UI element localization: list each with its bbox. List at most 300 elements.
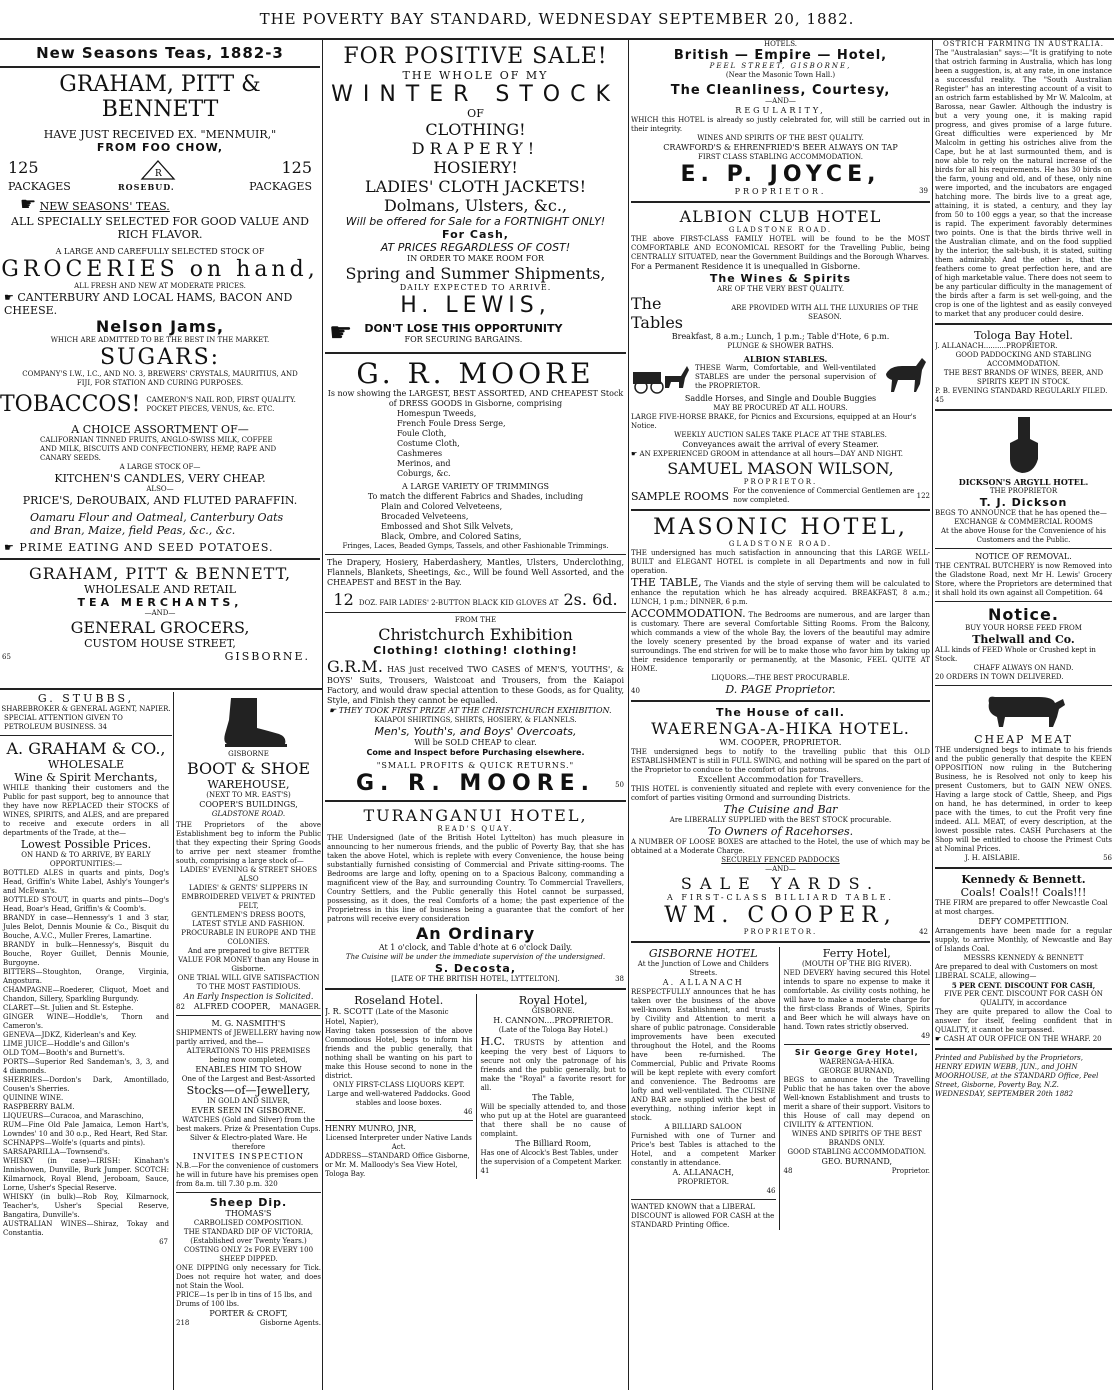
pointing-hand-icon: ☛ — [631, 450, 638, 458]
overcoats: Men's, Youth's, and Boys' Overcoats, — [374, 725, 577, 738]
boot-shoe-column — [176, 692, 321, 1390]
burnand: GEORGE BURNAND, — [818, 1067, 895, 1075]
paraffin: PRICE'S, DeROUBAIX, AND FLUTED PARAFFIN. — [22, 494, 298, 507]
jackets: LADIES' CLOTH JACKETS! — [364, 177, 587, 196]
turanganui: TURANGANUI HOTEL, — [363, 806, 588, 825]
boot-gisborne: GISBORNE — [228, 750, 269, 758]
pointing-hand-icon — [1004, 415, 1044, 475]
billiard-text: Has one of Alcock's Best Tables, under the supervision of a Competent Marker. 41 — [480, 1149, 622, 1175]
decosta-num: 38 — [615, 975, 624, 983]
hotels-heading: HOTELS. — [763, 40, 798, 48]
british-empire: British — Empire — Hotel, — [673, 48, 888, 63]
burnand-prop: Proprietor. — [891, 1167, 930, 1175]
orders-row — [935, 673, 1112, 682]
pointing-hand-icon: ☛ — [329, 318, 353, 348]
regularity: REGULARITY, — [735, 106, 826, 115]
ladies-shoes: LADIES' EVENING & STREET SHOES — [179, 866, 318, 874]
d-page: D. PAGE Proprietor. — [725, 683, 836, 696]
removal: NOTICE OF REMOVAL. — [975, 552, 1072, 561]
gisborne-ferry-row — [631, 947, 930, 1230]
wanted: WANTED KNOWN that a LIBERAL DISCOUNT is allowed FOR CASH at the STANDARD Printing Office. — [631, 1203, 775, 1229]
notice: Notice. — [988, 605, 1059, 624]
sample-note: For the convenience of Commercial Gentlemen are now completed. — [733, 487, 915, 504]
warehouse: WAREHOUSE, — [207, 778, 290, 791]
and: —AND— — [765, 97, 796, 105]
also: ALSO — [238, 875, 259, 883]
to-match: To match the different Fabrics and Shades, including — [367, 492, 584, 501]
stubbs-role: SHAREBROKER & GENERAL AGENT, NAPIER. — [1, 705, 171, 713]
from-foo-chow: FROM FOO CHOW, — [96, 141, 224, 154]
packages-left: PACKAGES — [8, 180, 71, 193]
stubbs-name: G. STUBBS, — [37, 692, 135, 705]
list-item: Coburgs, &c. — [397, 469, 451, 478]
wm-cooper-2: WM. COOPER, — [664, 903, 897, 928]
good-stabling: GOOD STABLING ACCOMMODATION. — [787, 1148, 926, 1156]
munro-role: Licensed Interpreter under Native Lands Act. — [325, 1134, 472, 1151]
tologa-hotel: Tologa Bay Hotel. — [974, 329, 1073, 342]
g-r-moore-2: G. R. MOORE. — [355, 771, 596, 796]
feed-text: ALL kinds of FEED Whole or Crushed kept in Stock. — [935, 646, 1096, 663]
liquors: LIQUORS.—THE BEST PROCURABLE. — [711, 674, 850, 682]
liquors-kept: ONLY FIRST-CLASS LIQUORS KEPT. — [333, 1081, 465, 1089]
alterations: ALTERATIONS TO HIS PREMISES being now completed, — [186, 1047, 311, 1064]
invites: INVITES INSPECTION — [192, 1152, 305, 1161]
graham-merchants: Wine & Spirit Merchants, — [14, 771, 158, 784]
nelson-jams: Nelson Jams, — [95, 317, 225, 336]
masonic-hotel: MASONIC HOTEL, — [653, 515, 908, 540]
billiard-room: The Billiard Room, — [515, 1139, 592, 1148]
kennedy-num: 20 — [1092, 1035, 1102, 1043]
come-inspect: Come and Inspect before Purchasing elsewhere. — [366, 748, 585, 757]
racehorses: To Owners of Racehorses. — [707, 825, 854, 838]
list-item: RUM—Fine Old Pale Jamaica, Lemon Hart's, Lowndes' 10 and 30 o.p., Red Heart, Red Star. — [3, 1121, 169, 1138]
argyll-prop: THE PROPRIETOR — [989, 487, 1058, 495]
list-item: WHISKY (in case)—IRISH: Kinahan's Innishowen, Dunville, Burk Jumper. SCOTCH: Kilmarnock, Royal Blend, Jeroboam, Sauce, Lorne, Usher's Special Reserve. — [3, 1157, 169, 1192]
lewis-moore-column — [325, 40, 626, 1390]
tologa-num: 45 — [935, 396, 944, 404]
received-text: HAVE JUST RECEIVED EX. "MENMUIR," — [43, 128, 277, 141]
stables-row — [631, 354, 930, 394]
svg-text:R: R — [155, 169, 162, 179]
assortment-list: CALIFORNIAN TINNED FRUITS, ANGLO-SWISS MILK, COFFEE AND MILK, BISCUITS AND CONFECTIONERY, HEMP, RAPE AND CANARY SEEDS. — [40, 436, 277, 462]
large-stock: A LARGE AND CAREFULLY SELECTED STOCK OF — [55, 247, 265, 256]
breakfast: Breakfast, 8 a.m.; Lunch, 1 p.m.; Table d'Hote, 6 p.m. — [671, 332, 890, 341]
cooper-bldg: COOPER'S BUILDINGS, — [199, 800, 298, 809]
waerenga-hotel: WAERENGA-A-HIKA HOTEL. — [651, 719, 910, 738]
tologa-file: P. B. EVENING STANDARD REGULARLY FILED. 45 — [935, 387, 1108, 404]
meat-text: THE undersigned begs to intimate to his friends and the public generally that despite the KEEN OPPOSITION now ruling in the Butchering Business, he is Resolved not only to keep his present Customers, but to GAIN NEW ONES. Having a large stock of Cattle, Sheep, and Pigs on hand, he has determined, in order to keep pace with the times, to cut the Profit very fine indeed. ALL MEAT, of every description, at the lowest possible rates. CASH Purchasers at the Shop will be entitled to choose the Primest Cuts at Nominal Prices. — [935, 746, 1112, 853]
the-table: THE TABLE, — [631, 576, 702, 589]
tologa-prop: J. ALLANACH..........PROPRIETOR. — [935, 342, 1058, 350]
stabling: FIRST CLASS STABLING ACCOMMODATION. — [698, 153, 863, 161]
hc: H.C. — [480, 1035, 506, 1048]
tologa-pad: GOOD PADDOCKING AND STABLING ACCOMMODATION. — [955, 351, 1092, 368]
sheep-dip: Sheep Dip. — [209, 1196, 288, 1209]
albion-road: GLADSTONE ROAD. — [728, 226, 833, 234]
slippers: LADIES' & GENTS' SLIPPERS IN EMBROIDERED VELVET & PRINTED FELT, — [181, 884, 316, 910]
royal-town: GISBORNE. — [531, 1007, 575, 1015]
allanach-2: A. ALLANACH, — [672, 1168, 734, 1177]
trimmings: A LARGE VARIETY OF TRIMMINGS — [402, 482, 549, 491]
stubbs-num: 34 — [98, 723, 107, 731]
large-stock2: A LARGE STOCK OF— — [119, 463, 201, 471]
cuisine: The Cuisine will be under the immediate supervision of the undersigned. — [345, 953, 606, 961]
royal-hotel: Royal Hotel, — [518, 994, 588, 1007]
which-text: WHICH this HOTEL is already so justly celebrated for, will still be carried out in their integrity. — [631, 116, 930, 133]
arrangements: Arrangements have been made for a regular supply, to arrive Monthly, of Newcastle and Bay of Islands Coal. — [935, 927, 1112, 953]
packages-right: PACKAGES — [249, 180, 312, 193]
roseland-ad — [325, 994, 477, 1179]
firm-name-2: GRAHAM, PITT & BENNETT, — [28, 564, 292, 583]
pointing-hand-icon: ☛ — [935, 1035, 942, 1043]
joyce-prop-row — [631, 187, 930, 197]
kennedy-bennett: Kennedy & Bennett. — [961, 873, 1086, 886]
of: OF — [467, 107, 484, 120]
removal-num: 64 — [1093, 589, 1103, 597]
thelwall: Thelwall and Co. — [972, 633, 1075, 646]
one-trial: ONE TRIAL WILL GIVE SATISFACTION TO THE MOST FASTIDIOUS. — [177, 974, 320, 991]
tobaccos: TOBACCOS! — [0, 392, 141, 417]
dont-lose: DON'T LOSE THIS OPPORTUNITY — [364, 321, 563, 335]
albion-text: THE above FIRST-CLASS FAMILY HOTEL will be found to be the MOST COMFORTABLE AND ECONOMICAL RESORT for the Travelling Public, being CENTRALLY SITUATED, near the Government Buildings and the Borough Wharves. — [631, 235, 930, 261]
horse-icon — [880, 354, 930, 394]
billiard-num: 41 — [480, 1167, 490, 1175]
cannon-note: (Late of the Tologa Bay Hotel.) — [498, 1026, 608, 1034]
and: —AND— — [144, 609, 176, 617]
list-item: Black, Ombre, and Colored Satins, — [381, 532, 522, 541]
prepared: And are prepared to give BETTER VALUE FOR MONEY than any House in Gisborne. — [178, 947, 319, 973]
in-gold: IN GOLD AND SILVER, — [207, 1097, 290, 1105]
late-of: [LATE OF THE BRITISH HOTEL, LYTTELTON]. — [391, 975, 560, 983]
g-r-moore: G. R. MOORE — [356, 357, 595, 390]
list-item: CLARET—St. Julien and St. Estephe. — [3, 1004, 134, 1012]
sample-rooms-row — [631, 487, 930, 505]
allanach-prop: PROPRIETOR. — [677, 1178, 729, 1186]
section-divider — [0, 688, 322, 690]
cash-office-row — [935, 1035, 1112, 1044]
regardless: AT PRICES REGARDLESS OF COST! — [380, 241, 571, 254]
prize: THEY TOOK FIRST PRIZE AT THE CHRISTCHURCH EXHIBITION. — [338, 706, 612, 715]
scott-note: (Late of the Masonic Hotel, Napier), — [325, 1008, 449, 1026]
list-item: BRANDY in bulk—Hennessy's, Bisquit du Bouche, Royer Guillet, Dennis Mounie, Burgoyne. — [3, 941, 169, 967]
wm-cooper: WM. COOPER, PROPRIETOR. — [719, 738, 842, 747]
teas-heading: New Seasons Teas, 1882-3 — [36, 44, 284, 62]
list-item: CHAMPAGNE—Roederer, Cliquot, Moet and Chandon, Sillery, Sparkling Burgundy. — [3, 986, 169, 1003]
page-num: 40 — [631, 687, 640, 695]
and2: —AND— — [765, 865, 796, 873]
scott-row — [325, 1007, 473, 1027]
cheap-meat: CHEAP MEAT — [974, 733, 1073, 746]
auction: WEEKLY AUCTION SALES TAKE PLACE AT THE STABLES. — [674, 431, 887, 439]
accommodation: ACCOMMODATION. — [631, 607, 746, 620]
sale-yards: SALE YARDS. — [680, 874, 881, 893]
for-cash: For Cash, — [442, 228, 509, 241]
reads-quay: READ'S QUAY. — [437, 825, 514, 833]
aislabie: J. H. AISLABIE. — [965, 854, 1020, 862]
cooper2-num: 42 — [919, 928, 928, 936]
ferry-grey-ad — [780, 947, 930, 1230]
page-row — [631, 683, 930, 696]
conveyances: Conveyances await the arrival of every Steamer. — [682, 440, 879, 449]
gloves-price: 2s. 6d. — [563, 590, 618, 609]
bargains: FOR SECURING BARGAINS. — [404, 334, 523, 344]
potatoes: PRIME EATING AND SEED POTATOES. — [19, 541, 274, 554]
make-room: IN ORDER TO MAKE ROOM FOR — [407, 254, 544, 263]
defy: DEFY COMPETITION. — [978, 917, 1069, 926]
proprietor: PROPRIETOR. — [734, 187, 827, 196]
tea-mark-icon — [140, 160, 176, 180]
moore-showing: Is now showing the LARGEST, BEST ASSORTED, AND CHEAPEST Stock of DRESS GOODS in Gisborne, comprising — [327, 389, 624, 408]
agents: Gisborne Agents. — [259, 1319, 321, 1327]
groom: AN EXPERIENCED GROOM in attendance at all hours—DAY AND NIGHT. — [639, 450, 903, 458]
exhibition: Christchurch Exhibition — [378, 625, 573, 644]
packages-row — [0, 158, 320, 198]
crawford: CRAWFORD'S & EHRENFRIED'S BEER ALWAYS ON TAP — [663, 143, 898, 152]
list-item: Embossed and Shot Silk Velvets, — [381, 522, 514, 531]
list-item: SARSAPARILLA—Townsend's. — [3, 1148, 110, 1156]
pointing-hand-icon: ☛ — [329, 706, 337, 715]
sugars: SUGARS: — [99, 345, 221, 370]
jams-note: WHICH ARE ADMITTED TO BE THE BEST IN THE MARKET. — [50, 336, 270, 344]
burnand-text: BEGS to announce to the Travelling Public that he has taken over the above Well-known Establishment and trusts to merit a share of their support. Visitors to this House of call may depend on CIVILITY & ATTENTION. — [783, 1076, 930, 1129]
one-dipping: ONE DIPPING only necessary for Tick. Does not require hot water, and does not Stain the Wool. — [176, 1264, 321, 1290]
thomas: THOMAS'S — [225, 1209, 272, 1218]
graham-co: A. GRAHAM & CO., — [6, 739, 166, 758]
exchange: EXCHANGE & COMMERCIAL ROOMS — [954, 518, 1093, 526]
quote: They are quite prepared to allow the Coal to answer for itself, feeling confident that in QUALITY, it cannot be surpassed. — [935, 1008, 1112, 1034]
moore-num: 50 — [615, 781, 624, 789]
cannon: H. CANNON....PROPRIETOR. — [493, 1016, 614, 1025]
carbolised: CARBOLISED COMPOSITION. — [193, 1219, 304, 1227]
watches: WATCHES (Gold and Silver) from the best makers. Prize & Presentation Cups. Silver & Electro-plated Ware. He therefore — [176, 1116, 321, 1151]
goods-list — [325, 409, 626, 479]
drapery: DRAPERY! — [411, 139, 540, 158]
roseland-num: 46 — [463, 1108, 473, 1116]
spring-shipments: Spring and Summer Shipments, — [345, 264, 606, 283]
tur-text: THE Undersigned (late of the British Hotel Lyttelton) has much pleasure in announcing to her numerous friends, and the public of Poverty Bay, that she has taken the above Hotel, which is replete with every Convenience, the house being substantially furnished consisting of Commercial and Private sitting-rooms. The Bedrooms are large and lofty, opening on to a Spacious Balcony, commanding a magnificent view of the Bay, and surrounding Country. To Commercial Travellers, Country Settlers, and the Public generally this Hotel cannot be surpassed, possessing, as it does, the real Comforts of a home; the past experience of the Proprietress in this line of business being a guarantee that the comfort of her patrons will receive every consideration — [327, 834, 624, 923]
supplied: Are LIBERALLY SUPPLIED with the BEST STOCK procurable. — [669, 816, 892, 824]
cooper-text: THE undersigned begs to notify to the travelling public that this OLD ESTABLISHMENT is still in FULL SWING, and nothing will be spared on the part of the Proprietor to conduce to the comfort of his patrons. — [631, 748, 930, 774]
junction: At the Junction of Lowe and Childers Streets. — [637, 960, 769, 977]
boot-icon — [209, 694, 289, 750]
messrs-text: Are prepared to deal with Customers on most LIBERAL SCALE, allowing— — [935, 963, 1098, 980]
ep-joyce: E. P. JOYCE, — [680, 162, 881, 187]
agents-row — [176, 1319, 321, 1328]
gloves: DOZ. FAIR LADIES' 2-BUTTON BLACK KID GLOVES AT — [358, 599, 559, 607]
daily-expected: DAILY EXPECTED TO ARRIVE. — [399, 283, 552, 292]
moore2-row — [325, 771, 626, 796]
fortnight: Will be offered for Sale for a FORTNIGHT ONLY! — [345, 215, 606, 228]
groceries: GROCERIES on hand, — [1, 257, 319, 282]
plunge: PLUNGE & SHOWER BATHS. — [727, 342, 834, 350]
list-item: Homespun Tweeds, — [397, 409, 477, 418]
qty-right: 125 — [281, 158, 312, 177]
boxes: A NUMBER OF LOOSE BOXES are attached to the Hotel, the use of which may be obtained at a Moderate Charge. — [631, 838, 930, 855]
list-item: Plain and Colored Velveteens, — [381, 502, 503, 511]
grey-sub: WAERENGA-A-HIKA. — [819, 1058, 895, 1066]
ferry-sub: (MOUTH OF THE BIG RIVER). — [801, 960, 912, 968]
masonic-text: THE undersigned has much satisfaction in announcing that this LARGE WELL-BUILT and ELEGANT HOTEL is complete in all Departments and now in full operation. — [631, 549, 930, 575]
cow-icon — [979, 689, 1069, 731]
list-item: QUININE WINE. — [3, 1094, 64, 1102]
alfred-row — [176, 1002, 321, 1012]
standard-dip: THE STANDARD DIP OF VICTORIA, — [183, 1228, 314, 1236]
wine-list — [0, 869, 172, 1238]
graham-num: 67 — [159, 1238, 168, 1246]
chaff-num: 20 — [935, 673, 944, 681]
accom-text: ACCOMMODATION. The Bedrooms are numerous, and are larger than is customary. There are several Comfortable Sitting Rooms. From the Balcony, which commands a view of the whole Bay, the lovers of the beautiful may admire the lovely scenery presented by the broad expanse of water and its varied surroundings. The end striven for will be to make those who favor him by taking up their residence temporarily or permanently, at the Masonic, FEEL QUITE AT HOME. — [631, 607, 930, 673]
albion-club: ALBION CLUB HOTEL — [679, 207, 882, 226]
excellent: Excellent Accommodation for Travellers. — [697, 775, 864, 784]
hosiery: HOSIERY! — [433, 158, 518, 177]
nasmith-num: 320 — [264, 1180, 278, 1188]
dolmans: Dolmans, Ulsters, &c., — [383, 196, 568, 215]
list-item: WHISKY (in bulk)—Rob Roy, Kilmarnock, Teacher's, Usher's Special Reserve, Bangatira, Dunville's. — [3, 1193, 169, 1219]
gisborne-hotel-ad — [631, 947, 780, 1230]
the-table: The Table, — [532, 1093, 575, 1102]
munro-addr: ADDRESS—STANDARD Office Gisborne, or Mr. M. Malloody's Sea View Hotel, Tologa Bay. — [325, 1152, 470, 1178]
porter-croft: PORTER & CROFT, — [209, 1309, 288, 1318]
sir-george-grey: Sir George Grey Hotel, — [794, 1048, 919, 1057]
hams-line — [0, 291, 320, 317]
enables: ENABLES HIM TO SHOW — [195, 1065, 302, 1074]
column-rule — [628, 40, 629, 1390]
saloon-text: Furnished with one of Turner and Price's best Tables is attached to the Hotel, and a competent Marker constantly in attendance. — [631, 1132, 776, 1167]
prize-line — [325, 706, 626, 716]
list-item: GINGER WINE—Hoddle's, Thorn and Cameron's. — [3, 1013, 169, 1030]
list-item: Foule Cloth, — [397, 429, 447, 438]
gladstone-road: GLADSTONE ROAD. — [211, 810, 286, 818]
tologa-brands: THE BEST BRANDS OF WINES, BEER, AND SPIRITS KEPT IN STOCK. — [943, 369, 1104, 386]
near-masonic: (Near the Masonic Town Hall.) — [725, 71, 836, 79]
joyce-num: 39 — [919, 187, 928, 195]
alfred-cooper: ALFRED COOPER, — [193, 1002, 271, 1011]
list-item: SHERRIES—Dordon's Dark, Amontillado, Cousen's Sherries. — [3, 1076, 169, 1093]
sample-rooms: SAMPLE ROOMS — [631, 489, 730, 503]
list-item: BOTTLED STOUT, in quarts and pints—Dog's Head, Boar's Head, Griffin's & Coomb's. — [3, 896, 169, 913]
from-the: FROM THE — [454, 616, 497, 624]
aislabie-num: 56 — [1103, 854, 1112, 862]
boot-text: THE Proprietors of the above Establishment beg to inform the Public that they expecting their Spring Goods to arrive per next steamer fromthe south, comprising a large stock of— — [176, 821, 321, 865]
list-item: French Foule Dress Serge, — [397, 419, 506, 428]
one-largest: One of the Largest and Best-Assorted — [181, 1075, 316, 1083]
masthead: THE POVERTY BAY STANDARD, WEDNESDAY SEPTEMBER 20, 1882. — [0, 0, 1114, 40]
fresh-text: ALL FRESH AND NEW AT MODERATE PRICES. — [74, 282, 246, 290]
column-rule — [173, 692, 174, 1390]
exchange-note: At the above House for the Convenience of his Customers and the Public. — [941, 527, 1106, 544]
gisborne-hotel: GISBORNE HOTEL — [648, 947, 758, 960]
dress-boots: GENTLEMEN'S DRESS BOOTS, LATEST STYLE AND FASHION. — [191, 911, 306, 928]
table-text: Will be specially attended to, and those who put up at the Hotel are guaranteed that there shall be no cause of complaint. — [480, 1103, 626, 1138]
list-item: BRANDY in case—Hennessy's 1 and 3 star, Jules Belot, Dennis Mounie & Co., Bisquit du Bouche, A.V.C., Muller Freres, Lamartine. — [3, 914, 169, 940]
brands: WINES AND SPIRITS OF THE BEST BRANDS ONLY. — [791, 1130, 922, 1147]
column-rule — [932, 40, 933, 1390]
sheep-num: 218 — [176, 1319, 190, 1327]
new-teas: NEW SEASONS' TEAS. — [39, 200, 170, 213]
nb-note: N.B.—For the convenience of customers he will in future have his premises open from 8a.m. till 7.30 p.m. 320 — [176, 1162, 319, 1188]
print-date: WEDNESDAY, SEPTEMBER 20th 1882 — [935, 1090, 1074, 1098]
argyll-hotel: DICKSON'S ARGYLL HOTEL. — [958, 477, 1089, 487]
manager: MANAGER. — [279, 1003, 321, 1011]
house-of-call: The House of call. — [716, 706, 845, 719]
cooper2-prop: PROPRIETOR. — [743, 928, 818, 936]
roseland: Roseland Hotel. — [354, 994, 444, 1007]
allanach: A. ALLANACH — [662, 978, 744, 987]
kaiapoi: KAIAPOI SHIRTINGS, SHIRTS, HOSIERY, & FLANNELS. — [374, 716, 577, 724]
grm: G.R.M. — [327, 657, 383, 676]
ostrich-text: The "Australasian" says:—"It is gratifying to note that ostrich farming in Australia, which has long been a suggestion, is, at any rate, in one instance a successful reality. The "South Australian Register" has an interesting account of a visit to an ostrich farm established by Mr W. Malcolm, at Barossa, near Gawler. Although the industry is but a very young one, it is making rapid progress, and gives promise of a large future. Great difficulties were experienced by Mr Malcolm in getting his ostriches alive from the Cape, but he at last surmounted them, and is now able to rely on the natural increase of the birds for all his requirements. He has 30 birds on the farm, young and old, and of these, only nine were imported, and the incubators are engaged hatching more. The birds live to a great age, attaining, it is stated, a century, and they lay from 50 to 100 eggs a year, so that the increase is rapid. The experiment favorably determines two points. One is that the birds thrive well in the Australian climate, and on the food supplied by the interior, the salt-bush, it is stated, suiting them admirably. And the other is, that the feathers come to great perfection here, and are of high marketable value. There does not seem to be any particular difficulty in the management of the birds after a farm is set well-going, and the crop is one of the lightest and as easily conveyed to market that any producer could desire. — [935, 49, 1112, 318]
stocks-jewellery: Stocks—of—Jewellery, — [186, 1084, 311, 1097]
list-item: SCHNAPPS—Wolfe's (quarts and pints). — [3, 1139, 146, 1147]
positive-sale: FOR POSITIVE SALE! — [343, 44, 608, 69]
saddle: Saddle Horses, and Single and Double Buggies — [684, 394, 877, 403]
lowest-prices: Lowest Possible Prices. — [20, 838, 152, 851]
ordinary: An Ordinary — [415, 924, 536, 943]
ordinary-time: At 1 o'clock, and Table d'hote at 6 o'clock Daily. — [378, 943, 573, 952]
ever-seen: EVER SEEN IN GISBORNE. — [191, 1106, 306, 1115]
cuisine-bar: The Cuisine and Bar — [723, 803, 838, 816]
procurable: PROCURABLE IN EUROPE AND THE COLONIES. — [181, 929, 316, 946]
ferry-text: NED DEVERY having secured this Hotel intends to spare no expense to make it comfortable. As civility costs nothing, he will have to make a moderate charge for the first-class Brands of Wines, Spirits and Beer which he will always have on hand. Town rates strictly observed. — [783, 969, 930, 1031]
coals: Coals! Coals!! Coals!!! — [960, 886, 1087, 899]
grm-text: G.R.M. HAS just received TWO CASES of MEN'S, YOUTHS', & BOYS' Suits, Trousers, Waistcoat and Trousers, from the Kaiapoi Factory, and would draw special attention to these Goods, as for Quality, Style, and Finish they cannot be equalled. — [327, 657, 624, 705]
burnand-2: GEO. BURNAND, — [821, 1157, 892, 1166]
fringes: Fringes, Laces, Beaded Gymps, Tassels, and other Fashionable Trimmings. — [342, 542, 609, 550]
pointing-hand-icon: ☛ — [4, 541, 15, 554]
printed-by: Printed and Published by the Proprietors, HENRY EDWIN WEBB, JUN., and JOHN MOORHOUSE, at the STANDARD Office, Peel Street, Gisborne, Poverty Bay, N.Z. — [935, 1054, 1099, 1089]
late-row — [325, 975, 626, 984]
discount1: 5 PER CENT. DISCOUNT FOR CASH, — [951, 981, 1096, 990]
ostrich-heading: OSTRICH FARMING IN AUSTRALIA. — [943, 40, 1104, 48]
pointing-hand-icon: ☛ — [4, 291, 14, 304]
masonic-road: GLADSTONE ROAD. — [728, 540, 833, 548]
graham-text: WHILE thanking their customers and the Public for past support, beg to announce that they have now REPLACED their STOCKS of WINES, SPIRITS, and ALES, and are prepared to receive and execute orders in all departments of the Trade, at the— — [3, 784, 169, 837]
also: ALSO— — [146, 485, 174, 493]
brake: LARGE FIVE-HORSE BRAKE, for Picnics and Excursions, equipped at an Hour's Notice. — [631, 413, 917, 430]
tea-merchants: TEA MERCHANTS, — [77, 596, 243, 609]
aislabie-row — [935, 854, 1112, 863]
established: (Established over Twenty Years.) — [190, 1237, 307, 1245]
samuel-wilson: SAMUEL MASON WILSON, — [667, 459, 894, 478]
roseland-royal-row — [325, 994, 626, 1179]
boot-num: 82 — [176, 1003, 185, 1011]
inspection: An Early Inspection is Solicited. — [183, 992, 314, 1001]
allanach-num: 46 — [766, 1187, 776, 1195]
dont-lose-row — [325, 318, 626, 348]
list-item: GENEVA—JDKZ, Kiderlean's and Key. — [3, 1031, 137, 1039]
whole-of: THE WHOLE OF MY — [402, 69, 549, 82]
stables-text: THESE Warm, Comfortable, and Well-ventilated STABLES are under the personal supervision of the PROPRIETOR. — [695, 364, 876, 390]
costing: COSTING ONLY 2s FOR EVERY 100 SHEEP DIPPED. — [183, 1246, 314, 1263]
gisborne-row — [0, 650, 320, 664]
saloon: A BILLIARD SALOON — [664, 1123, 743, 1131]
list-item: OLD TOM—Booth's and Burnett's. — [3, 1049, 125, 1057]
paddocks: Large and well-watered Paddocks. Good stables and loose boxes. — [327, 1090, 471, 1107]
selected-text: ALL SPECIALLY SELECTED FOR GOOD VALUE AND RICH FLAVOR. — [11, 215, 309, 241]
winter-stock: WINTER STOCK — [331, 82, 620, 107]
chaff: CHAFF ALWAYS ON HAND. — [973, 664, 1074, 672]
new-teas-line — [0, 194, 320, 215]
royal-ad — [477, 994, 627, 1179]
tables-row — [631, 294, 930, 332]
list-item: Merinos, and — [397, 459, 451, 468]
gisborne: GISBORNE. — [224, 650, 310, 663]
small-profits: "SMALL PROFITS & QUICK RETURNS." — [376, 761, 575, 770]
peel-street: PEEL STREET, GISBORNE, — [709, 62, 852, 70]
assortment: A CHOICE ASSORTMENT OF— — [71, 423, 249, 436]
column-rule — [322, 40, 323, 1390]
hotel-text: THIS HOTEL is conveniently situated and replete with every convenience for the comfort of parties visiting Ormond and surrounding Districts. — [631, 785, 930, 802]
